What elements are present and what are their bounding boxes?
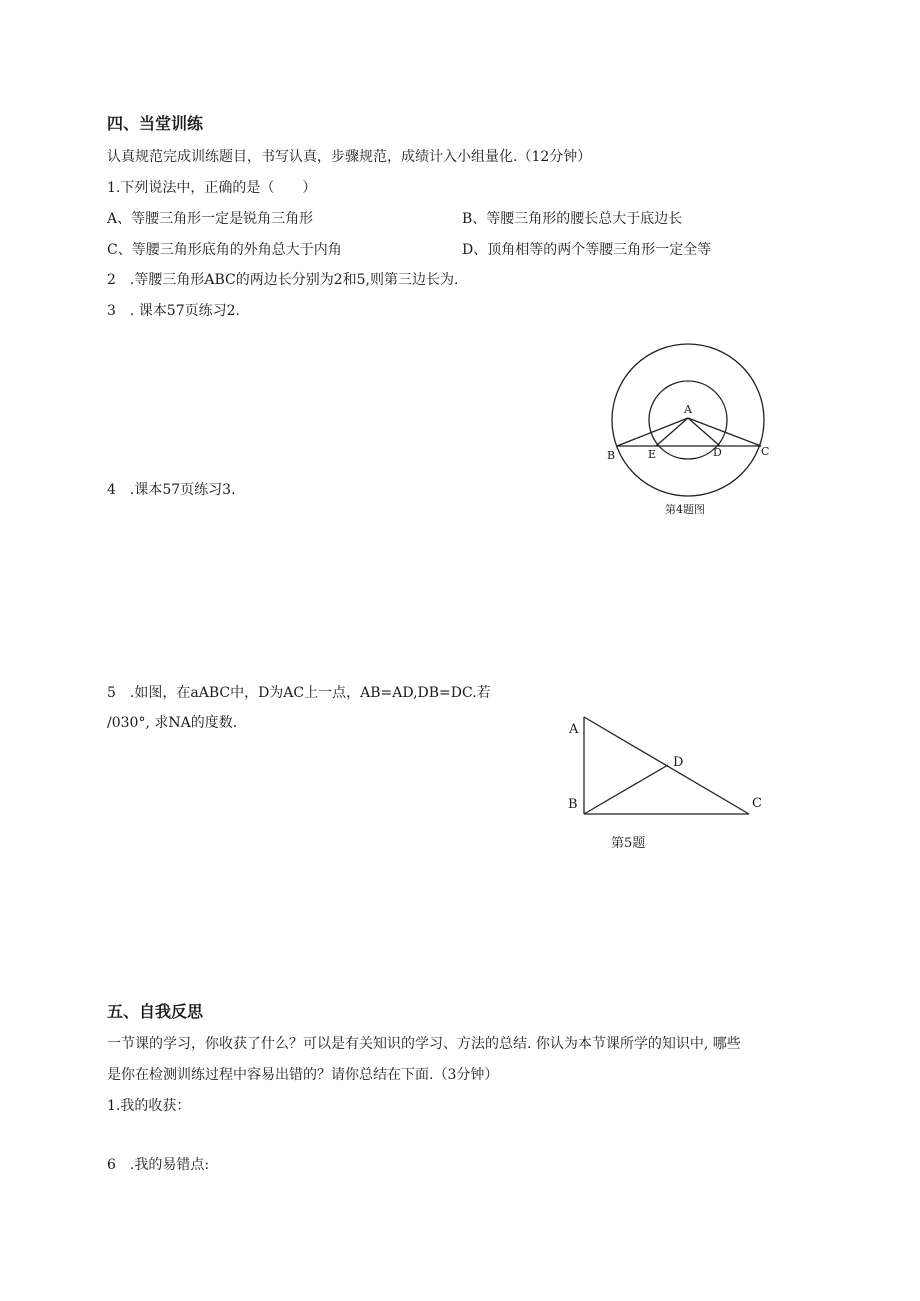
figure-4-label-e: E xyxy=(648,448,657,461)
question-1-option-d: D、顶角相等的两个等腰三角形一定全等 xyxy=(462,242,712,258)
question-1-stem: 1.下列说法中，正确的是（ ） xyxy=(107,180,317,196)
question-5-figure-caption: 第5题 xyxy=(611,836,646,851)
figure-5-label-a: A xyxy=(569,722,579,737)
section-5-paragraph-line-2: 是你在检测训练过程中容易出错的？请你总结在下面.（3分钟） xyxy=(107,1067,499,1083)
section-5-item-1: 1.我的收获： xyxy=(107,1098,191,1114)
question-1-option-b: B、等腰三角形的腰长总大于底边长 xyxy=(462,211,683,227)
question-4-text: 4 .课本57页练习3. xyxy=(107,482,236,498)
question-2-text: 2 .等腰三角形ABC的两边长分别为2和5,则第三边长为. xyxy=(107,272,459,288)
figure-5-label-d: D xyxy=(673,755,684,770)
segment-bd xyxy=(584,765,668,814)
figure-4-label-c: C xyxy=(761,445,770,458)
figure-4-label-d: D xyxy=(713,446,722,459)
question-4-figure-caption: 第4题图 xyxy=(665,503,705,516)
question-5-line-2: /030°, 求NA的度数. xyxy=(107,715,238,731)
figure-4-label-b: B xyxy=(607,449,616,462)
section-4-intro: 认真规范完成训练题目，书写认真，步骤规范，成绩计入小组量化.（12分钟） xyxy=(107,149,592,165)
figure-4-label-a: A xyxy=(684,403,692,416)
section-5-item-2: 6 .我的易错点: xyxy=(107,1157,210,1173)
question-5-line-1: 5 .如图，在aABC中，D为AC上一点，AB=AD,DB=DC.若 xyxy=(107,685,491,701)
figure-5-label-b: B xyxy=(568,797,578,812)
question-1-option-a: A、等腰三角形一定是锐角三角形 xyxy=(107,211,314,227)
section-5-heading: 五、自我反思 xyxy=(107,1002,204,1021)
section-5-paragraph-line-1: 一节课的学习，你收获了什么？可以是有关知识的学习、方法的总结. 你认为本节课所学的知识中, 哪些 xyxy=(107,1036,741,1052)
question-1-option-c: C、等腰三角形底角的外角总大于内角 xyxy=(107,242,342,258)
section-4-heading: 四、当堂训练 xyxy=(107,114,204,133)
question-3-text: 3 . 课本57页练习2. xyxy=(107,303,240,319)
figure-5-label-c: C xyxy=(752,796,762,811)
